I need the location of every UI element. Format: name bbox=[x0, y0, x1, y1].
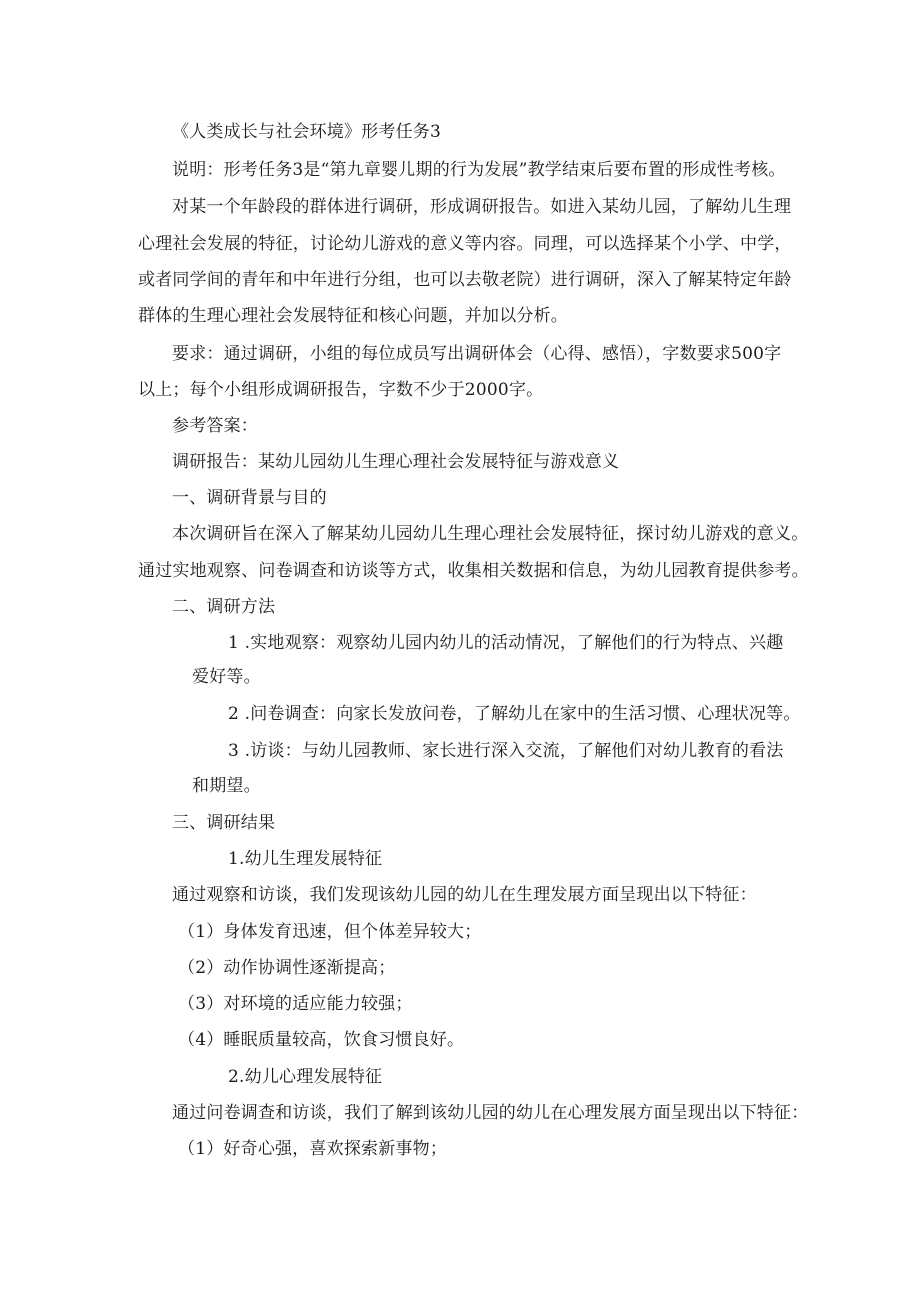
method2-line: 2 .问卷调查：向家长发放问卷，了解幼儿在家中的生活习惯、心理状况等。 bbox=[228, 704, 801, 724]
sub2-intro: 通过问卷调查和访谈，我们了解到该幼儿园的幼儿在心理发展方面呈现出以下特征： bbox=[172, 1103, 809, 1123]
sub1-item-1: （1）身体发育迅速，但个体差异较大； bbox=[178, 922, 482, 942]
document-title: 《人类成长与社会环境》形考任务3 bbox=[172, 122, 442, 142]
method3-line-2: 和期望。 bbox=[192, 776, 261, 796]
report-title: 调研报告：某幼儿园幼儿生理心理社会发展特征与游戏意义 bbox=[172, 452, 620, 472]
task-intro-line-3: 或者同学间的青年和中年进行分组，也可以去敬老院）进行调研，深入了解某特定年龄 bbox=[138, 270, 792, 290]
sub1-item-2: （2）动作协调性逐渐提高； bbox=[178, 958, 396, 978]
task-description: 说明：形考任务3是“第九章婴儿期的行为发展”教学结束后要布置的形成性考核。 bbox=[172, 160, 786, 180]
sub1-heading: 1.幼儿生理发展特征 bbox=[228, 849, 383, 869]
task-intro-line-4: 群体的生理心理社会发展特征和核心问题，并加以分析。 bbox=[138, 306, 568, 326]
section1-body-line-1: 本次调研旨在深入了解某幼儿园幼儿生理心理社会发展特征，探讨幼儿游戏的意义。 bbox=[172, 524, 809, 544]
task-intro-line-1: 对某一个年龄段的群体进行调研，形成调研报告。如进入某幼儿园，了解幼儿生理 bbox=[172, 197, 792, 217]
sub1-item-3: （3）对环境的适应能力较强； bbox=[178, 994, 413, 1014]
sub2-heading: 2.幼儿心理发展特征 bbox=[228, 1067, 383, 1087]
section1-heading: 一、调研背景与目的 bbox=[172, 488, 327, 508]
sub1-intro: 通过观察和访谈，我们发现该幼儿园的幼儿在生理发展方面呈现出以下特征： bbox=[172, 885, 757, 905]
sub2-item-1: （1）好奇心强，喜欢探索新事物； bbox=[178, 1139, 448, 1159]
method3-line-1: 3 .访谈：与幼儿园教师、家长进行深入交流，了解他们对幼儿教育的看法 bbox=[228, 741, 784, 761]
requirements-line-2: 以上；每个小组形成调研报告，字数不少于2000字。 bbox=[138, 380, 544, 400]
task-intro-line-2: 心理社会发展的特征，讨论幼儿游戏的意义等内容。同理，可以选择某个小学、中学， bbox=[138, 234, 792, 254]
section1-body-line-2: 通过实地观察、问卷调查和访谈等方式，收集相关数据和信息，为幼儿园教育提供参考。 bbox=[138, 561, 809, 581]
section2-heading: 二、调研方法 bbox=[172, 597, 276, 617]
answer-label: 参考答案： bbox=[172, 416, 258, 436]
section3-heading: 三、调研结果 bbox=[172, 813, 276, 833]
requirements-line-1: 要求：通过调研，小组的每位成员写出调研体会（心得、感悟），字数要求500字 bbox=[172, 344, 782, 364]
sub1-item-4: （4）睡眠质量较高，饮食习惯良好。 bbox=[178, 1030, 465, 1050]
method1-line-2: 爱好等。 bbox=[192, 667, 261, 687]
method1-line-1: 1 .实地观察：观察幼儿园内幼儿的活动情况，了解他们的行为特点、兴趣 bbox=[228, 633, 784, 653]
